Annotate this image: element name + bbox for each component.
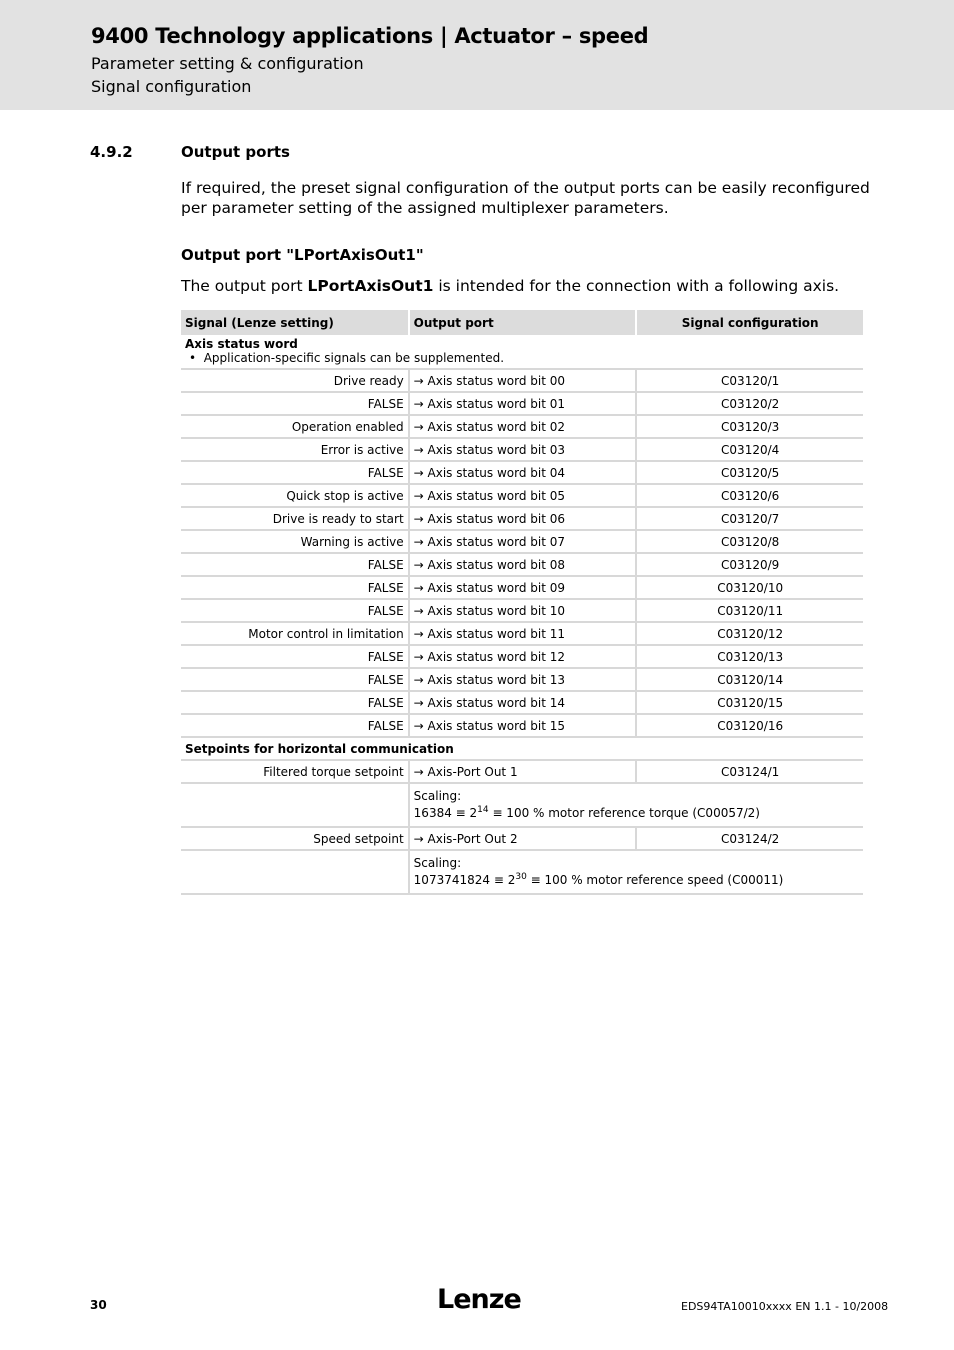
signal-cell: FALSE [181, 461, 409, 484]
config-cell: C03120/13 [636, 645, 863, 668]
port-cell: → Axis status word bit 11 [409, 622, 637, 645]
port-cell: → Axis status word bit 00 [409, 369, 637, 392]
document-reference: EDS94TA10010xxxx EN 1.1 - 10/2008 [681, 1300, 889, 1313]
scaling-exponent: 30 [515, 872, 527, 882]
table-row [181, 461, 863, 484]
config-cell: C03120/16 [636, 714, 863, 737]
table-row [181, 507, 863, 530]
scaling-exponent: 14 [477, 805, 489, 815]
signal-cell: FALSE [181, 668, 409, 691]
table-row [181, 369, 863, 392]
scaling-pre: 16384 ≡ 2 [413, 806, 478, 820]
config-cell: C03120/4 [636, 438, 863, 461]
header-signal-config: Signal configuration [636, 310, 863, 335]
empty-cell [181, 850, 409, 894]
group-title: Setpoints for horizontal communication [181, 737, 863, 760]
group-note-text: Application-specific signals can be supplemented. [203, 351, 505, 365]
signal-cell: FALSE [181, 714, 409, 737]
scaling-post: ≡ 100 % motor reference torque (C00057/2) [488, 806, 760, 820]
desc-text-post: is intended for the connection with a following axis. [433, 277, 840, 295]
scaling-cell [409, 850, 863, 894]
group-title: Axis status word [185, 337, 298, 351]
table-row [181, 530, 863, 553]
header-signal: Signal (Lenze setting) [181, 310, 409, 335]
config-cell: C03120/3 [636, 415, 863, 438]
signal-table [181, 310, 863, 895]
scaling-label: Scaling: [413, 789, 462, 803]
config-cell: C03120/5 [636, 461, 863, 484]
table-row [181, 438, 863, 461]
signal-cell: FALSE [181, 645, 409, 668]
signal-cell: Quick stop is active [181, 484, 409, 507]
signal-cell: FALSE [181, 599, 409, 622]
port-cell: → Axis status word bit 09 [409, 576, 637, 599]
table-row [181, 760, 863, 783]
config-cell: C03120/14 [636, 668, 863, 691]
port-cell: → Axis status word bit 03 [409, 438, 637, 461]
group-note: • Application-specific signals can be supplemented. [189, 351, 505, 365]
table-row [181, 714, 863, 737]
scaling-label: Scaling: [413, 856, 462, 870]
section-subtitle: Signal configuration [91, 77, 252, 96]
signal-cell: FALSE [181, 392, 409, 415]
table-row [181, 645, 863, 668]
signal-cell: Motor control in limitation [181, 622, 409, 645]
port-cell: → Axis status word bit 14 [409, 691, 637, 714]
config-cell: C03120/11 [636, 599, 863, 622]
section-title: Output ports [181, 143, 290, 161]
scaling-formula [414, 872, 859, 889]
signal-cell: FALSE [181, 553, 409, 576]
signal-cell: FALSE [181, 576, 409, 599]
port-cell: → Axis status word bit 10 [409, 599, 637, 622]
scaling-row [181, 850, 863, 894]
scaling-post: ≡ 100 % motor reference speed (C00011) [526, 873, 784, 887]
table-row [181, 553, 863, 576]
config-cell: C03120/6 [636, 484, 863, 507]
subheading: Output port "LPortAxisOut1" [181, 246, 424, 264]
group-cell [181, 335, 863, 369]
port-cell: → Axis status word bit 15 [409, 714, 637, 737]
port-cell: → Axis status word bit 06 [409, 507, 637, 530]
table-row [181, 599, 863, 622]
group-axis-status-word [181, 335, 863, 369]
config-cell: C03120/1 [636, 369, 863, 392]
table-row [181, 622, 863, 645]
table-row [181, 827, 863, 850]
section-number: 4.9.2 [90, 143, 133, 161]
port-cell: → Axis status word bit 08 [409, 553, 637, 576]
table-row [181, 484, 863, 507]
table-row [181, 392, 863, 415]
config-cell: C03120/9 [636, 553, 863, 576]
port-cell: → Axis status word bit 05 [409, 484, 637, 507]
signal-cell: Warning is active [181, 530, 409, 553]
scaling-cell [409, 783, 863, 827]
config-cell: C03120/8 [636, 530, 863, 553]
port-cell: → Axis status word bit 12 [409, 645, 637, 668]
intro-paragraph: If required, the preset signal configuration of the output ports can be easily reconfigured per parameter setting of the assigned multiplexer parameters. [181, 179, 870, 217]
lenze-logo: Lenze [437, 1284, 521, 1315]
port-cell: → Axis status word bit 02 [409, 415, 637, 438]
signal-cell: Error is active [181, 438, 409, 461]
port-cell: → Axis status word bit 04 [409, 461, 637, 484]
port-cell: → Axis status word bit 13 [409, 668, 637, 691]
signal-cell: Operation enabled [181, 415, 409, 438]
scaling-row [181, 783, 863, 827]
config-cell: C03124/2 [636, 827, 863, 850]
scaling-pre: 1073741824 ≡ 2 [413, 873, 516, 887]
header-output-port: Output port [409, 310, 637, 335]
signal-cell: Filtered torque setpoint [181, 760, 409, 783]
desc-text-pre: The output port [181, 277, 308, 295]
signal-cell: FALSE [181, 691, 409, 714]
table-row [181, 576, 863, 599]
port-cell: → Axis-Port Out 1 [409, 760, 637, 783]
group-setpoints [181, 737, 863, 760]
table-row [181, 668, 863, 691]
scaling-formula [414, 805, 859, 822]
document-title: 9400 Technology applications | Actuator – speed [91, 24, 649, 48]
config-cell: C03120/15 [636, 691, 863, 714]
port-cell: → Axis-Port Out 2 [409, 827, 637, 850]
port-cell: → Axis status word bit 01 [409, 392, 637, 415]
config-cell: C03120/10 [636, 576, 863, 599]
description-paragraph [181, 277, 871, 295]
signal-cell: Drive is ready to start [181, 507, 409, 530]
page-number: 30 [90, 1298, 107, 1312]
table-row [181, 691, 863, 714]
table-header-row [181, 310, 863, 335]
chapter-subtitle: Parameter setting & configuration [91, 54, 364, 73]
table-row [181, 415, 863, 438]
config-cell: C03120/2 [636, 392, 863, 415]
empty-cell [181, 783, 409, 827]
config-cell: C03120/12 [636, 622, 863, 645]
page-header [0, 0, 954, 110]
port-name: LPortAxisOut1 [307, 277, 434, 295]
signal-cell: Speed setpoint [181, 827, 409, 850]
port-cell: → Axis status word bit 07 [409, 530, 637, 553]
config-cell: C03124/1 [636, 760, 863, 783]
config-cell: C03120/7 [636, 507, 863, 530]
signal-cell: Drive ready [181, 369, 409, 392]
